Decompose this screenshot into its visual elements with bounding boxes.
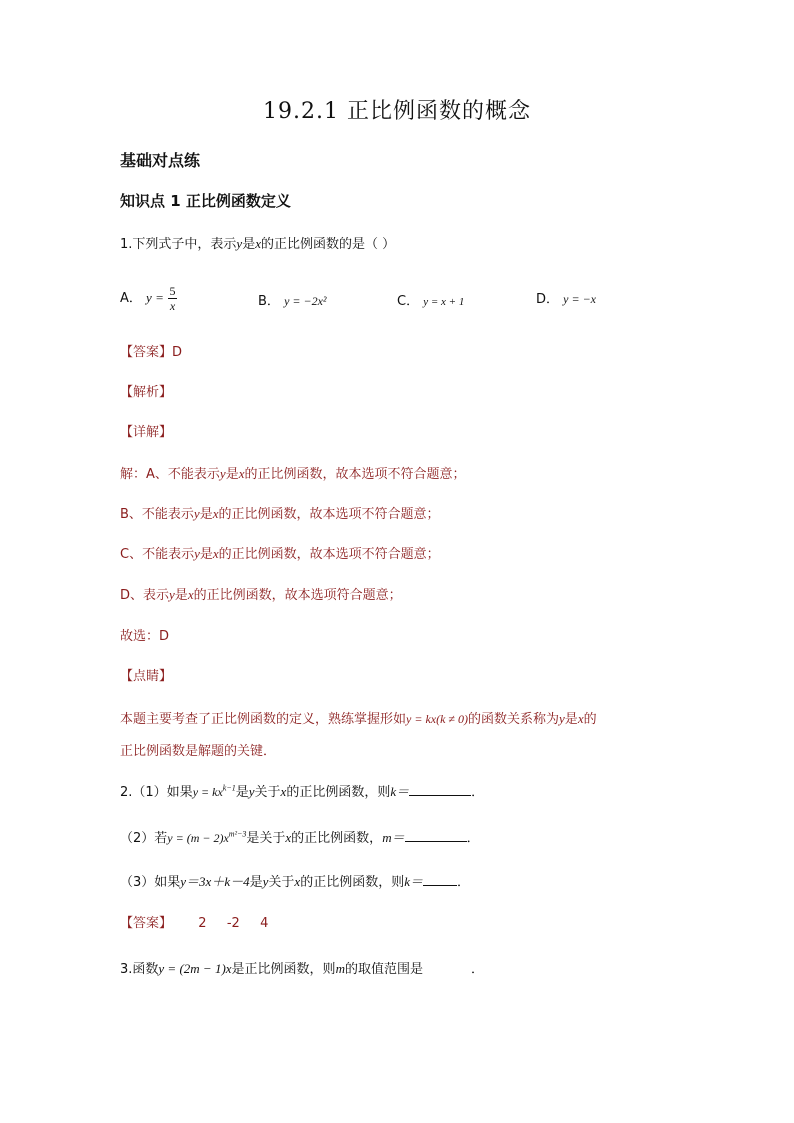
fraction-numerator: 5 bbox=[169, 284, 176, 298]
q1-var-x: x bbox=[255, 236, 261, 251]
q1-option-a bbox=[120, 284, 177, 313]
period: ． bbox=[471, 785, 485, 800]
period: ． bbox=[456, 875, 470, 890]
q2-p1-text-b: 是 bbox=[235, 785, 249, 800]
knowledge-point-heading: 知识点 1 正比例函数定义 bbox=[120, 192, 291, 210]
q1-comment-line-2: 正比例函数是解题的关键． bbox=[120, 744, 277, 759]
q1-option-b bbox=[258, 290, 327, 309]
q2-p2-m: m＝ bbox=[382, 830, 405, 845]
q1-solution-line bbox=[120, 503, 440, 522]
comment-text-b: 的函数关系称为 bbox=[468, 712, 560, 727]
q1-answer bbox=[120, 341, 182, 360]
q1-comment-tag: 【点睛】 bbox=[120, 669, 173, 684]
q1-choice: 故选：D bbox=[120, 629, 170, 644]
answer-tag: 【答案】 bbox=[120, 345, 173, 360]
fraction-denominator: x bbox=[169, 299, 176, 313]
q1-comment-line-1 bbox=[120, 708, 597, 727]
comment-text-d: 的 bbox=[583, 712, 597, 727]
var-y: y bbox=[559, 711, 565, 726]
line-text-post: 的正比例函数，故本选项不符合题意； bbox=[218, 507, 440, 522]
option-label: D． bbox=[536, 292, 560, 307]
q2-p3-text-d: 的正比例函数，则 bbox=[300, 875, 405, 890]
answer-value: D bbox=[172, 345, 183, 360]
var-y: y bbox=[169, 587, 175, 602]
q2-p3-formula: y＝3x＋k－4 bbox=[180, 874, 250, 889]
q1-solution-line bbox=[120, 584, 402, 603]
question-1-stem bbox=[120, 233, 395, 252]
var-y: y bbox=[193, 506, 200, 521]
q1-stem-text-a: 1.下列式子中，表示 bbox=[120, 237, 237, 252]
q2-p2-formula: y = (m − 2)x bbox=[167, 831, 229, 845]
question-2-part-3 bbox=[120, 871, 470, 890]
q3-formula: y = (2m − 1)x bbox=[158, 961, 232, 976]
line-text-pre: D、表示 bbox=[120, 588, 170, 603]
q2-p1-text-a: 2.（1）如果 bbox=[120, 785, 193, 800]
var-x: x bbox=[238, 466, 245, 481]
q2-p3-text-c: 关于 bbox=[268, 875, 295, 890]
q1-stem-text-c: 的正比例函数的是（ ） bbox=[260, 237, 396, 252]
var-x: x bbox=[280, 784, 287, 799]
q3-stem-text-b: 是正比例函数，则 bbox=[231, 962, 336, 977]
var-y: y bbox=[262, 874, 269, 889]
var-y: y bbox=[248, 784, 255, 799]
option-label: C． bbox=[397, 294, 420, 309]
q2-p1-formula: y = kx bbox=[192, 785, 223, 799]
q2-p2-text-b: 是关于 bbox=[246, 831, 286, 846]
q1-solution-line bbox=[120, 543, 440, 562]
answer-blank[interactable] bbox=[405, 829, 467, 842]
q2-p2-text-c: 的正比例函数， bbox=[291, 831, 383, 846]
q1-solution-line bbox=[120, 463, 466, 482]
var-y: y bbox=[219, 466, 226, 481]
var-y: y bbox=[194, 546, 200, 561]
line-text-post: 的正比例函数，故本选项不符合题意； bbox=[244, 467, 466, 482]
q3-stem-text-a: 3.函数 bbox=[120, 962, 159, 977]
comment-text-c: 是 bbox=[564, 712, 578, 727]
period: ． bbox=[470, 962, 484, 977]
var-m: m bbox=[335, 961, 345, 976]
var-x: x bbox=[187, 587, 194, 602]
var-x: x bbox=[294, 874, 301, 889]
q2-p3-text-b: 是 bbox=[249, 875, 263, 890]
answer-value: 4 bbox=[260, 916, 269, 931]
question-2-part-2 bbox=[120, 827, 480, 846]
line-text-post: 的正比例函数，故本选项不符合题意； bbox=[218, 547, 440, 562]
option-b-formula: y = −2x² bbox=[284, 294, 327, 308]
q2-p1-text-d: 的正比例函数，则 bbox=[286, 785, 391, 800]
q1-detail-tag: 【详解】 bbox=[120, 425, 173, 440]
q1-var-y: y bbox=[236, 236, 243, 251]
q1-option-c bbox=[397, 290, 464, 309]
question-2-part-1 bbox=[120, 781, 484, 800]
answer-blank[interactable] bbox=[409, 783, 471, 796]
answer-blank[interactable] bbox=[423, 873, 457, 886]
line-text-pre: 解：A、不能表示 bbox=[120, 467, 220, 482]
line-text-mid: 是 bbox=[199, 547, 213, 562]
comment-formula: y = kx(k ≠ 0) bbox=[406, 712, 468, 726]
option-a-lhs: y = bbox=[146, 290, 164, 305]
option-a-fraction bbox=[168, 284, 177, 313]
q1-analysis-tag: 【解析】 bbox=[120, 385, 173, 400]
q3-stem-text-c: 的取值范围是 bbox=[344, 962, 423, 977]
q2-p1-exponent: k−1 bbox=[222, 783, 236, 793]
q2-p3-k: k＝ bbox=[404, 874, 423, 889]
line-text-mid: 是 bbox=[174, 588, 188, 603]
var-x: x bbox=[212, 546, 219, 561]
q2-p1-text-c: 关于 bbox=[254, 785, 281, 800]
option-label: B． bbox=[258, 294, 280, 309]
q1-stem-text-b: 是 bbox=[242, 237, 256, 252]
q1-option-d bbox=[536, 288, 596, 307]
answer-value: 2 bbox=[198, 916, 207, 931]
var-x: x bbox=[212, 506, 219, 521]
option-d-formula: y = −x bbox=[563, 292, 597, 306]
answer-value: -2 bbox=[226, 916, 240, 931]
option-c-formula: y = x + 1 bbox=[423, 296, 465, 308]
question-3 bbox=[120, 958, 484, 977]
section-heading: 基础对点练 bbox=[120, 151, 201, 170]
q2-p2-text-a: （2）若 bbox=[120, 831, 168, 846]
q2-answer bbox=[120, 912, 268, 931]
period: ． bbox=[466, 831, 480, 846]
line-text-pre: C、不能表示 bbox=[120, 547, 195, 562]
line-text-post: 的正比例函数，故本选项符合题意； bbox=[193, 588, 402, 603]
q2-p3-text-a: （3）如果 bbox=[120, 875, 181, 890]
var-x: x bbox=[285, 830, 292, 845]
var-x: x bbox=[577, 711, 584, 726]
page-title: 19.2.1 正比例函数的概念 bbox=[263, 99, 531, 124]
line-text-mid: 是 bbox=[199, 507, 213, 522]
comment-text-a: 本题主要考查了正比例函数的定义，熟练掌握形如 bbox=[120, 712, 407, 727]
answer-tag: 【答案】 bbox=[120, 916, 173, 931]
line-text-pre: B、不能表示 bbox=[120, 507, 194, 522]
q2-p1-k: k＝ bbox=[390, 784, 410, 799]
line-text-mid: 是 bbox=[225, 467, 239, 482]
option-label: A． bbox=[120, 291, 142, 306]
q2-p2-exponent: m²−3 bbox=[228, 829, 247, 839]
